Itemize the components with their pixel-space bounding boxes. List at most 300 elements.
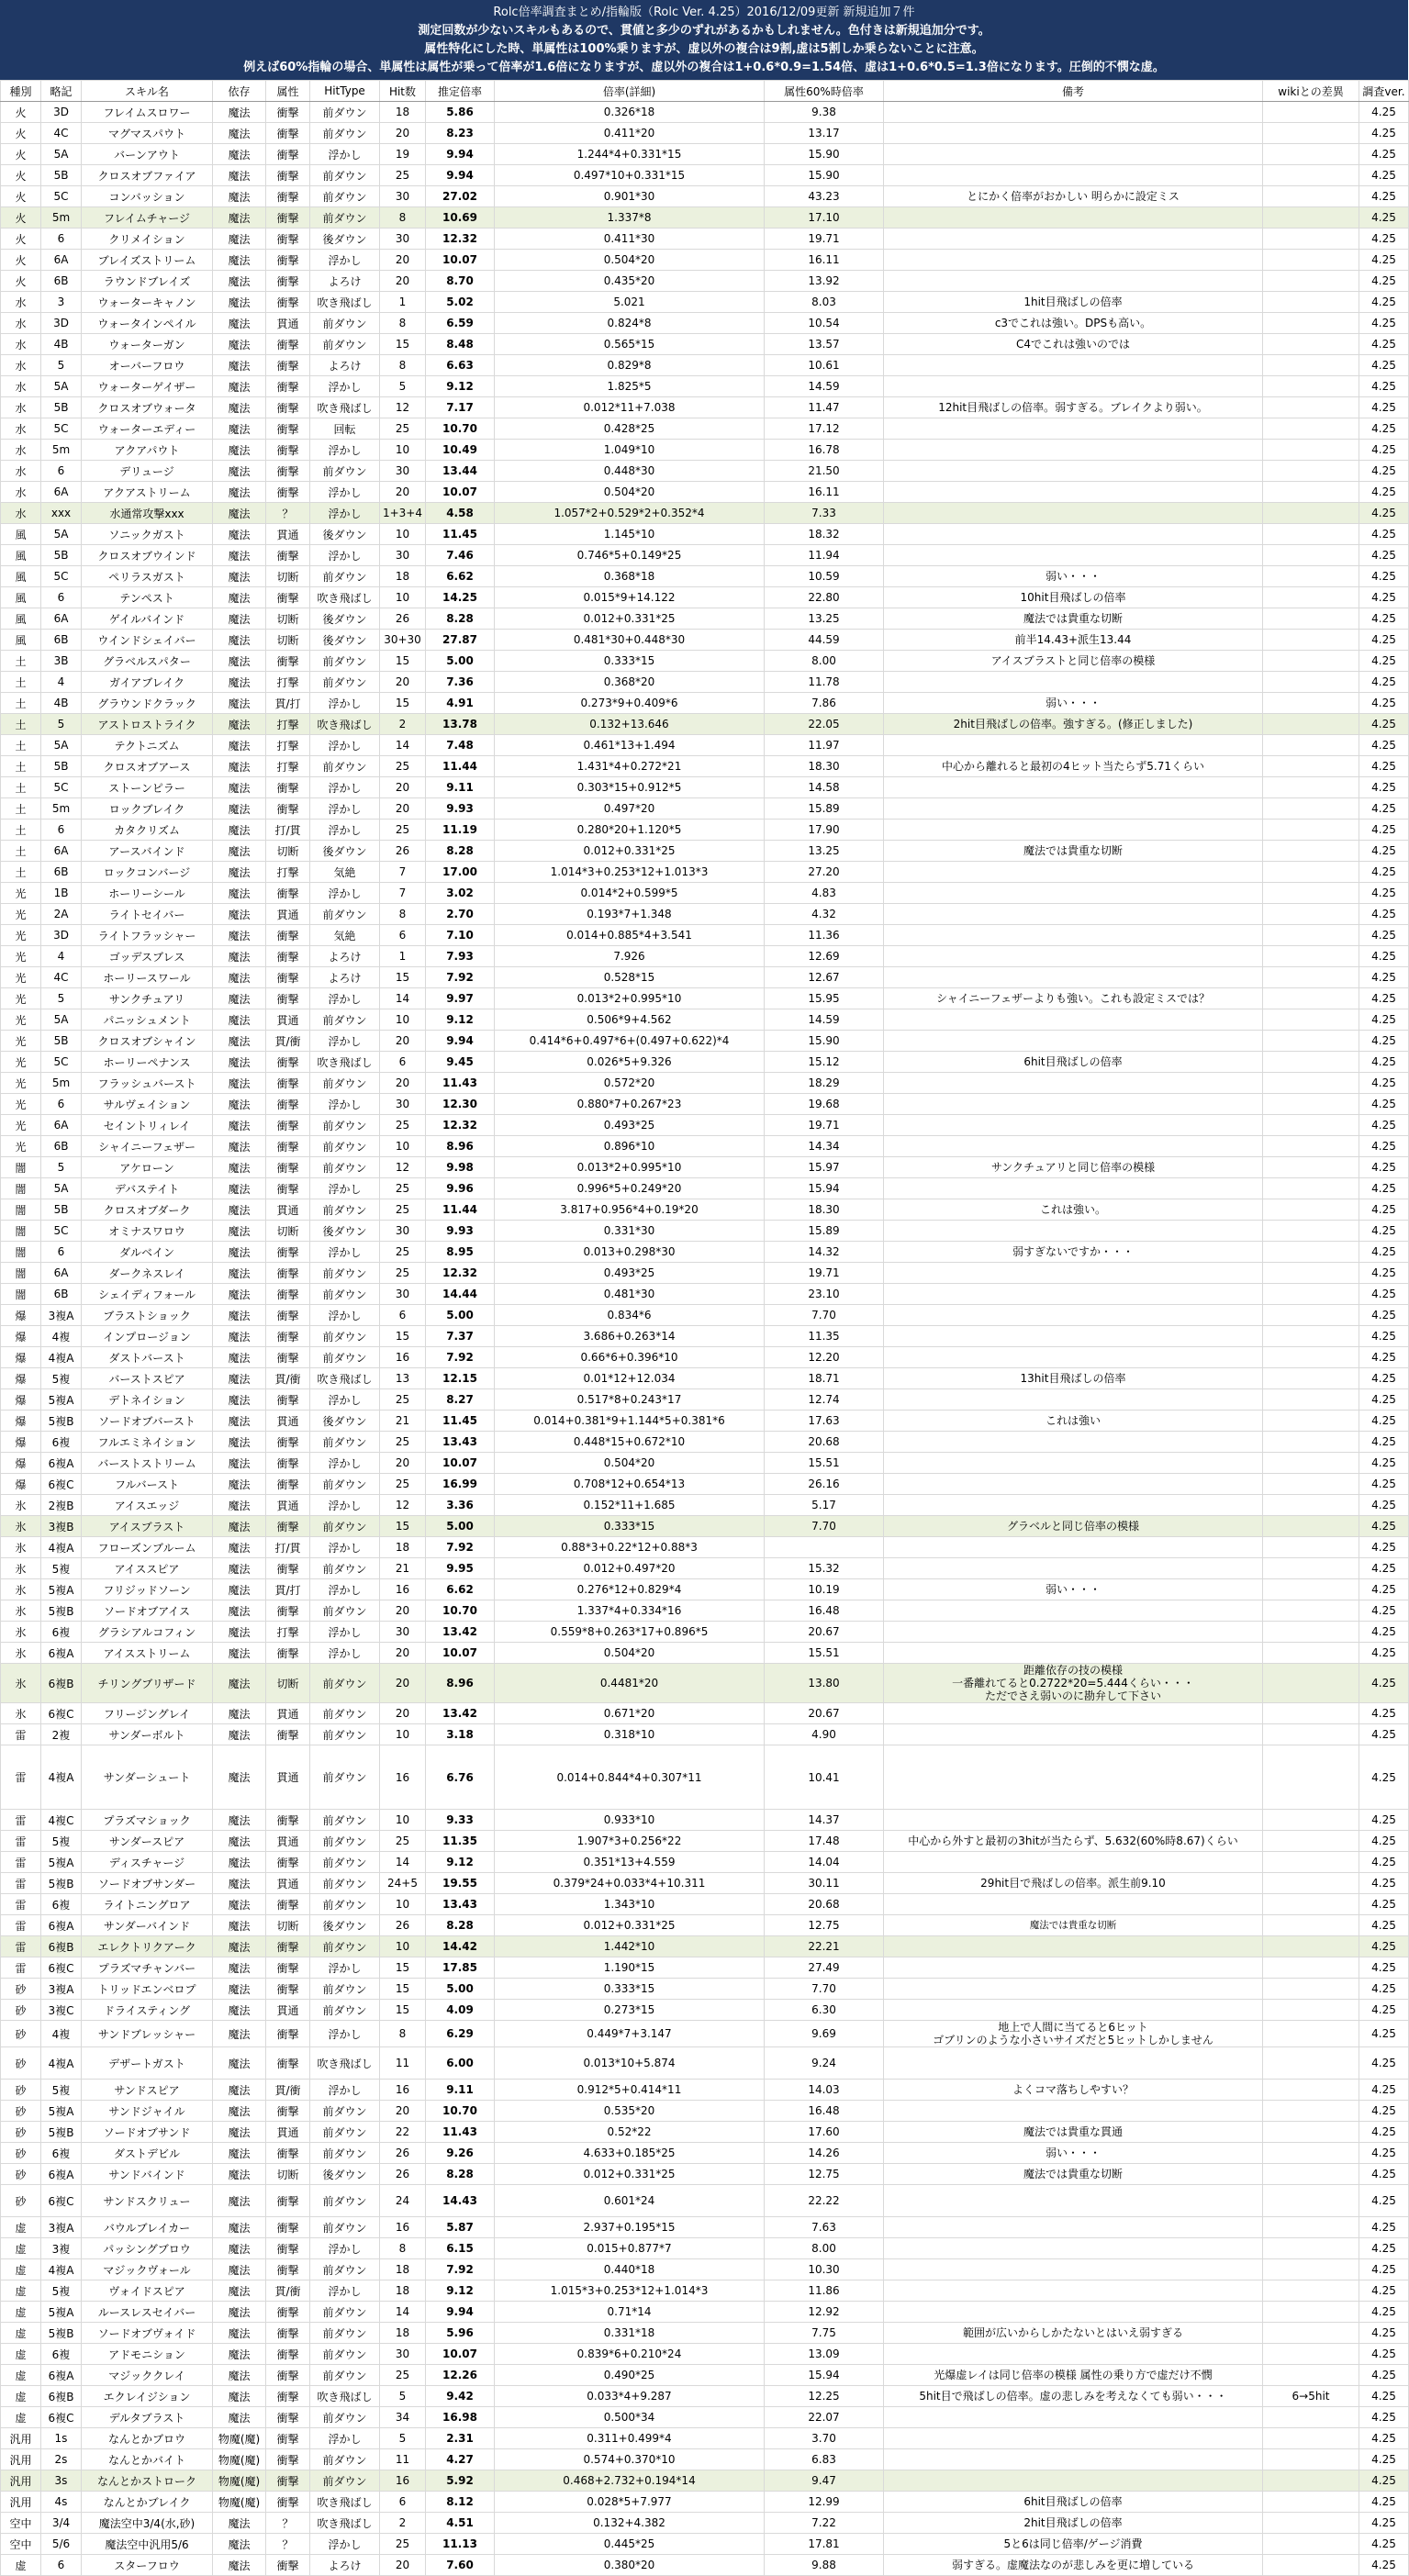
cell-attribute: 衝撃	[266, 1284, 310, 1305]
cell-abbr: 5複B	[41, 2122, 82, 2143]
cell-dependency: 物魔(魔)	[213, 2449, 266, 2470]
cell-version: 4.25	[1359, 397, 1409, 418]
cell-wiki-diff	[1263, 1957, 1359, 1979]
cell-attribute: 衝撃	[266, 1305, 310, 1326]
cell-type: 雷	[1, 1831, 41, 1852]
cell-type: 爆	[1, 1326, 41, 1347]
cell-dependency: 魔法	[213, 672, 266, 693]
cell-attribute: 衝撃	[266, 2185, 310, 2217]
cell-dependency: 魔法	[213, 2386, 266, 2407]
cell-dependency: 物魔(魔)	[213, 2428, 266, 2449]
cell-version: 4.25	[1359, 1073, 1409, 1094]
cell-rate-detail: 0.912*5+0.414*11	[495, 2080, 765, 2101]
cell-hit-type: 前ダウン	[310, 1115, 380, 1136]
cell-rate-detail: 0.014+0.844*4+0.307*11	[495, 1745, 765, 1810]
cell-abbr: 5B	[41, 165, 82, 186]
cell-hit-type: 前ダウン	[310, 1894, 380, 1915]
cell-rate-detail: 0.500*34	[495, 2407, 765, 2428]
cell-rate-60: 10.41	[765, 1745, 884, 1810]
cell-notes	[884, 376, 1263, 397]
cell-hit-type: 前ダウン	[310, 1073, 380, 1094]
table-row	[1, 587, 1409, 608]
cell-attribute: 衝撃	[266, 651, 310, 672]
cell-type: 汎用	[1, 2449, 41, 2470]
cell-estimated-rate: 6.62	[426, 566, 495, 587]
cell-abbr: 6B	[41, 862, 82, 883]
cell-type: 火	[1, 271, 41, 292]
cell-rate-detail: 0.504*20	[495, 482, 765, 503]
cell-rate-detail: 1.825*5	[495, 376, 765, 397]
table-row	[1, 566, 1409, 587]
cell-notes	[884, 1221, 1263, 1242]
cell-hit-type: 前ダウン	[310, 123, 380, 144]
cell-attribute: 衝撃	[266, 271, 310, 292]
cell-type: 火	[1, 207, 41, 229]
cell-hit-type: 後ダウン	[310, 2164, 380, 2185]
cell-skill-name: フルバースト	[82, 1474, 213, 1495]
cell-notes: これは強い	[884, 1411, 1263, 1432]
cell-skill-name: マジッククレイ	[82, 2365, 213, 2386]
cell-attribute: 衝撃	[266, 1347, 310, 1368]
cell-attribute: 衝撃	[266, 925, 310, 946]
cell-attribute: 衝撃	[266, 883, 310, 904]
cell-dependency: 魔法	[213, 651, 266, 672]
cell-skill-name: ウォーターゲイザー	[82, 376, 213, 397]
cell-dependency: 魔法	[213, 1009, 266, 1031]
cell-dependency: 魔法	[213, 735, 266, 756]
cell-hit-count: 26	[380, 1915, 426, 1936]
cell-rate-detail: 0.015+0.877*7	[495, 2238, 765, 2259]
cell-rate-detail: 0.504*20	[495, 1643, 765, 1664]
table-row	[1, 841, 1409, 862]
cell-rate-detail: 0.331*30	[495, 1221, 765, 1242]
cell-wiki-diff	[1263, 1622, 1359, 1643]
cell-estimated-rate: 12.32	[426, 229, 495, 250]
cell-wiki-diff	[1263, 1432, 1359, 1453]
cell-skill-name: ライトフラッシャー	[82, 925, 213, 946]
cell-notes	[884, 1622, 1263, 1643]
cell-type: 火	[1, 186, 41, 207]
cell-rate-detail: 0.933*10	[495, 1810, 765, 1831]
cell-abbr: 5複B	[41, 1873, 82, 1894]
cell-type: 光	[1, 1094, 41, 1115]
col-header-notes: 備考	[884, 81, 1263, 102]
cell-wiki-diff	[1263, 1009, 1359, 1031]
table-row	[1, 883, 1409, 904]
cell-estimated-rate: 10.70	[426, 2101, 495, 2122]
cell-notes	[884, 2047, 1263, 2080]
cell-rate-detail: 4.633+0.185*25	[495, 2143, 765, 2164]
cell-hit-count: 34	[380, 2407, 426, 2428]
cell-rate-60: 44.59	[765, 630, 884, 651]
cell-hit-type: 前ダウン	[310, 2344, 380, 2365]
cell-skill-name: ホーリーシール	[82, 883, 213, 904]
cell-dependency: 魔法	[213, 1979, 266, 2000]
cell-rate-detail: 0.368*20	[495, 672, 765, 693]
cell-notes	[884, 1936, 1263, 1957]
cell-notes	[884, 2428, 1263, 2449]
cell-rate-60: 13.57	[765, 334, 884, 355]
cell-notes	[884, 2470, 1263, 2492]
cell-version: 4.25	[1359, 2302, 1409, 2323]
cell-hit-type: 前ダウン	[310, 1979, 380, 2000]
cell-wiki-diff	[1263, 777, 1359, 798]
cell-version: 4.25	[1359, 777, 1409, 798]
cell-abbr: 2s	[41, 2449, 82, 2470]
cell-skill-name: フローズンブルーム	[82, 1537, 213, 1558]
cell-type: 汎用	[1, 2428, 41, 2449]
cell-rate-detail: 0.379*24+0.033*4+10.311	[495, 1873, 765, 1894]
cell-notes	[884, 1894, 1263, 1915]
cell-hit-count: 20	[380, 1703, 426, 1724]
cell-rate-detail: 1.431*4+0.272*21	[495, 756, 765, 777]
cell-hit-count: 8	[380, 904, 426, 925]
cell-rate-detail: 3.817+0.956*4+0.19*20	[495, 1199, 765, 1221]
cell-dependency: 魔法	[213, 1957, 266, 1979]
cell-skill-name: ソードオブヴォイド	[82, 2323, 213, 2344]
cell-rate-detail: 0.504*20	[495, 1453, 765, 1474]
table-row	[1, 1284, 1409, 1305]
cell-dependency: 魔法	[213, 1915, 266, 1936]
table-row	[1, 397, 1409, 418]
cell-attribute: 貫通	[266, 1009, 310, 1031]
cell-hit-type: 後ダウン	[310, 1915, 380, 1936]
cell-estimated-rate: 7.46	[426, 545, 495, 566]
cell-dependency: 魔法	[213, 2047, 266, 2080]
col-header-rate-60: 属性60%時倍率	[765, 81, 884, 102]
table-row	[1, 1094, 1409, 1115]
cell-wiki-diff: 6→5hit	[1263, 2386, 1359, 2407]
cell-abbr: 4B	[41, 334, 82, 355]
cell-estimated-rate: 12.15	[426, 1368, 495, 1389]
cell-estimated-rate: 9.96	[426, 1178, 495, 1199]
cell-version: 4.25	[1359, 440, 1409, 461]
cell-version: 4.25	[1359, 1724, 1409, 1745]
cell-hit-type: 後ダウン	[310, 1411, 380, 1432]
cell-estimated-rate: 16.98	[426, 2407, 495, 2428]
cell-rate-detail: 0.468+2.732+0.194*14	[495, 2470, 765, 2492]
cell-notes	[884, 798, 1263, 820]
cell-hit-count: 7	[380, 862, 426, 883]
cell-estimated-rate: 10.07	[426, 2344, 495, 2365]
cell-estimated-rate: 13.44	[426, 461, 495, 482]
cell-attribute: 衝撃	[266, 2449, 310, 2470]
cell-rate-60: 20.68	[765, 1894, 884, 1915]
cell-hit-count: 11	[380, 2047, 426, 2080]
cell-wiki-diff	[1263, 1894, 1359, 1915]
cell-hit-count: 25	[380, 1474, 426, 1495]
cell-abbr: 6	[41, 1242, 82, 1263]
cell-version: 4.25	[1359, 165, 1409, 186]
cell-dependency: 魔法	[213, 1873, 266, 1894]
cell-dependency: 魔法	[213, 1178, 266, 1199]
cell-rate-60: 6.83	[765, 2449, 884, 2470]
cell-hit-count: 11	[380, 2449, 426, 2470]
table-row	[1, 2534, 1409, 2555]
cell-abbr: 5複B	[41, 2323, 82, 2344]
cell-attribute: 打/貫	[266, 820, 310, 841]
cell-notes	[884, 2344, 1263, 2365]
cell-skill-name: バウルブレイカー	[82, 2217, 213, 2238]
cell-skill-name: シャイニーフェザー	[82, 1136, 213, 1157]
table-row	[1, 1664, 1409, 1703]
cell-rate-60: 15.90	[765, 165, 884, 186]
cell-wiki-diff	[1263, 1831, 1359, 1852]
col-header-rate-detail: 倍率(詳細)	[495, 81, 765, 102]
cell-hit-count: 2	[380, 2513, 426, 2534]
cell-version: 4.25	[1359, 1453, 1409, 1474]
cell-estimated-rate: 8.28	[426, 2164, 495, 2185]
cell-version: 4.25	[1359, 1852, 1409, 1873]
cell-hit-type: 前ダウン	[310, 2407, 380, 2428]
cell-type: 風	[1, 545, 41, 566]
cell-estimated-rate: 16.99	[426, 1474, 495, 1495]
cell-notes	[884, 883, 1263, 904]
cell-hit-type: 前ダウン	[310, 313, 380, 334]
cell-skill-name: 魔法空中汎用5/6	[82, 2534, 213, 2555]
cell-attribute: 衝撃	[266, 2492, 310, 2513]
cell-type: 水	[1, 334, 41, 355]
cell-rate-detail: 1.015*3+0.253*12+1.014*3	[495, 2280, 765, 2302]
cell-version: 4.25	[1359, 503, 1409, 524]
cell-abbr: 5m	[41, 798, 82, 820]
cell-rate-detail: 0.88*3+0.22*12+0.88*3	[495, 1537, 765, 1558]
cell-hit-type: 浮かし	[310, 1957, 380, 1979]
cell-wiki-diff	[1263, 1305, 1359, 1326]
cell-rate-detail: 0.901*30	[495, 186, 765, 207]
cell-skill-name: パッシングブロウ	[82, 2238, 213, 2259]
cell-hit-count: 25	[380, 820, 426, 841]
cell-abbr: 6複C	[41, 1957, 82, 1979]
cell-skill-name: クロスオブウォータ	[82, 397, 213, 418]
cell-attribute: 衝撃	[266, 1516, 310, 1537]
cell-wiki-diff	[1263, 102, 1359, 123]
cell-hit-type: 吹き飛ばし	[310, 587, 380, 608]
cell-rate-detail: 0.012+0.497*20	[495, 1558, 765, 1579]
cell-notes	[884, 482, 1263, 503]
table-row	[1, 1558, 1409, 1579]
cell-hit-count: 30	[380, 1094, 426, 1115]
cell-hit-type: よろけ	[310, 271, 380, 292]
cell-hit-count: 15	[380, 1516, 426, 1537]
cell-abbr: 6	[41, 1094, 82, 1115]
cell-rate-detail: 0.014+0.885*4+3.541	[495, 925, 765, 946]
cell-type: 虚	[1, 2217, 41, 2238]
cell-rate-60: 22.07	[765, 2407, 884, 2428]
table-row	[1, 1178, 1409, 1199]
cell-dependency: 物魔(魔)	[213, 2470, 266, 2492]
cell-hit-type: 前ダウン	[310, 1136, 380, 1157]
cell-abbr: 6複C	[41, 1703, 82, 1724]
cell-version: 4.25	[1359, 1474, 1409, 1495]
cell-wiki-diff	[1263, 1979, 1359, 2000]
cell-hit-type: 前ダウン	[310, 1199, 380, 1221]
table-row	[1, 1411, 1409, 1432]
cell-estimated-rate: 11.35	[426, 1831, 495, 1852]
cell-version: 4.25	[1359, 1157, 1409, 1178]
cell-hit-type: 浮かし	[310, 503, 380, 524]
cell-version: 4.25	[1359, 292, 1409, 313]
cell-abbr: 5	[41, 355, 82, 376]
table-row	[1, 1852, 1409, 1873]
cell-rate-60: 18.32	[765, 524, 884, 545]
cell-attribute: 切断	[266, 2164, 310, 2185]
cell-rate-detail: 7.926	[495, 946, 765, 967]
cell-hit-count: 16	[380, 2080, 426, 2101]
table-row	[1, 2470, 1409, 2492]
cell-wiki-diff	[1263, 904, 1359, 925]
cell-hit-type: 前ダウン	[310, 1558, 380, 1579]
cell-estimated-rate: 4.27	[426, 2449, 495, 2470]
cell-rate-detail: 0.481*30+0.448*30	[495, 630, 765, 651]
cell-hit-count: 10	[380, 1724, 426, 1745]
cell-wiki-diff	[1263, 292, 1359, 313]
cell-estimated-rate: 6.59	[426, 313, 495, 334]
cell-abbr: 5m	[41, 207, 82, 229]
cell-dependency: 魔法	[213, 2185, 266, 2217]
cell-skill-name: フルエミネイション	[82, 1432, 213, 1453]
cell-rate-detail: 0.559*8+0.263*17+0.896*5	[495, 1622, 765, 1643]
cell-hit-count: 20	[380, 1031, 426, 1052]
cell-type: 水	[1, 461, 41, 482]
cell-rate-60: 13.92	[765, 271, 884, 292]
cell-wiki-diff	[1263, 440, 1359, 461]
cell-rate-60: 4.83	[765, 883, 884, 904]
cell-wiki-diff	[1263, 2470, 1359, 2492]
cell-dependency: 魔法	[213, 1305, 266, 1326]
cell-abbr: 3複A	[41, 1979, 82, 2000]
cell-rate-detail: 0.333*15	[495, 1516, 765, 1537]
table-row	[1, 672, 1409, 693]
table-row	[1, 1389, 1409, 1411]
cell-skill-name: エクレイジション	[82, 2386, 213, 2407]
cell-wiki-diff	[1263, 2513, 1359, 2534]
cell-notes: 地上で人間に当てると6ヒット ゴブリンのような小さいサイズだと5ヒットしかしません	[884, 2021, 1263, 2047]
cell-dependency: 魔法	[213, 1052, 266, 1073]
cell-wiki-diff	[1263, 207, 1359, 229]
cell-version: 4.25	[1359, 482, 1409, 503]
table-row	[1, 1009, 1409, 1031]
cell-attribute: 衝撃	[266, 2217, 310, 2238]
cell-abbr: 5m	[41, 1073, 82, 1094]
cell-wiki-diff	[1263, 397, 1359, 418]
cell-estimated-rate: 14.42	[426, 1936, 495, 1957]
cell-skill-name: ソードオブサンド	[82, 2122, 213, 2143]
cell-dependency: 魔法	[213, 2080, 266, 2101]
cell-hit-count: 13	[380, 1368, 426, 1389]
cell-wiki-diff	[1263, 1284, 1359, 1305]
cell-type: 雷	[1, 1724, 41, 1745]
cell-type: 雷	[1, 1936, 41, 1957]
cell-hit-count: 21	[380, 1558, 426, 1579]
cell-dependency: 魔法	[213, 2164, 266, 2185]
cell-abbr: 6A	[41, 608, 82, 630]
cell-notes	[884, 545, 1263, 566]
cell-version: 4.25	[1359, 2492, 1409, 2513]
cell-rate-detail: 1.145*10	[495, 524, 765, 545]
note-line-1: 測定回数が少ないスキルもあるので、貫値と多少のずれがあるかもしれません。色付きは新規追加分です。	[418, 24, 990, 38]
cell-attribute: 衝撃	[266, 2407, 310, 2428]
cell-abbr: 5複B	[41, 1411, 82, 1432]
cell-version: 4.25	[1359, 1031, 1409, 1052]
cell-skill-name: ソードオブサンダー	[82, 1873, 213, 1894]
cell-version: 4.25	[1359, 1411, 1409, 1432]
cell-estimated-rate: 11.43	[426, 2122, 495, 2143]
cell-hit-count: 25	[380, 1263, 426, 1284]
cell-skill-name: ソニックガスト	[82, 524, 213, 545]
cell-hit-type: 前ダウン	[310, 334, 380, 355]
cell-rate-60: 15.89	[765, 798, 884, 820]
cell-wiki-diff	[1263, 2428, 1359, 2449]
cell-dependency: 魔法	[213, 883, 266, 904]
cell-skill-name: クロスオブファイア	[82, 165, 213, 186]
cell-rate-60: 15.95	[765, 988, 884, 1009]
cell-hit-type: よろけ	[310, 2555, 380, 2576]
cell-abbr: 3D	[41, 102, 82, 123]
cell-skill-name: ストーンピラー	[82, 777, 213, 798]
cell-hit-count: 20	[380, 1600, 426, 1622]
cell-abbr: 5C	[41, 1052, 82, 1073]
cell-notes: 前半14.43+派生13.44	[884, 630, 1263, 651]
cell-dependency: 魔法	[213, 566, 266, 587]
cell-wiki-diff	[1263, 841, 1359, 862]
cell-wiki-diff	[1263, 355, 1359, 376]
col-header-hit-type: HitType	[310, 81, 380, 102]
cell-hit-count: 2	[380, 714, 426, 735]
cell-wiki-diff	[1263, 2047, 1359, 2080]
cell-skill-name: オミナスワロウ	[82, 1221, 213, 1242]
cell-hit-type: 浮かし	[310, 144, 380, 165]
cell-type: 砂	[1, 2164, 41, 2185]
cell-type: 砂	[1, 2185, 41, 2217]
cell-rate-60: 21.50	[765, 461, 884, 482]
cell-rate-detail: 0.708*12+0.654*13	[495, 1474, 765, 1495]
cell-skill-name: フレイムスロワー	[82, 102, 213, 123]
cell-estimated-rate: 8.28	[426, 608, 495, 630]
cell-estimated-rate: 9.26	[426, 2143, 495, 2164]
cell-attribute: 衝撃	[266, 229, 310, 250]
cell-dependency: 魔法	[213, 946, 266, 967]
cell-notes	[884, 1073, 1263, 1094]
cell-type: 土	[1, 820, 41, 841]
cell-rate-60: 43.23	[765, 186, 884, 207]
cell-hit-type: 浮かし	[310, 376, 380, 397]
cell-hit-type: 浮かし	[310, 2428, 380, 2449]
cell-skill-name: ロックブレイク	[82, 798, 213, 820]
cell-skill-name: デルタブラスト	[82, 2407, 213, 2428]
cell-skill-name: サンドスピア	[82, 2080, 213, 2101]
cell-wiki-diff	[1263, 334, 1359, 355]
cell-attribute: 衝撃	[266, 207, 310, 229]
cell-hit-type: 前ダウン	[310, 2365, 380, 2386]
cell-attribute: 貫通	[266, 2000, 310, 2021]
cell-version: 4.25	[1359, 334, 1409, 355]
cell-hit-count: 6	[380, 925, 426, 946]
cell-rate-60: 11.36	[765, 925, 884, 946]
cell-rate-detail: 0.481*30	[495, 1284, 765, 1305]
cell-type: 土	[1, 735, 41, 756]
cell-type: 土	[1, 651, 41, 672]
cell-hit-count: 14	[380, 2302, 426, 2323]
cell-abbr: 5	[41, 988, 82, 1009]
cell-rate-60: 10.54	[765, 313, 884, 334]
cell-rate-60: 11.35	[765, 1326, 884, 1347]
cell-hit-count: 14	[380, 735, 426, 756]
cell-notes	[884, 1347, 1263, 1368]
cell-notes	[884, 2407, 1263, 2428]
cell-version: 4.25	[1359, 2047, 1409, 2080]
cell-abbr: 4B	[41, 693, 82, 714]
